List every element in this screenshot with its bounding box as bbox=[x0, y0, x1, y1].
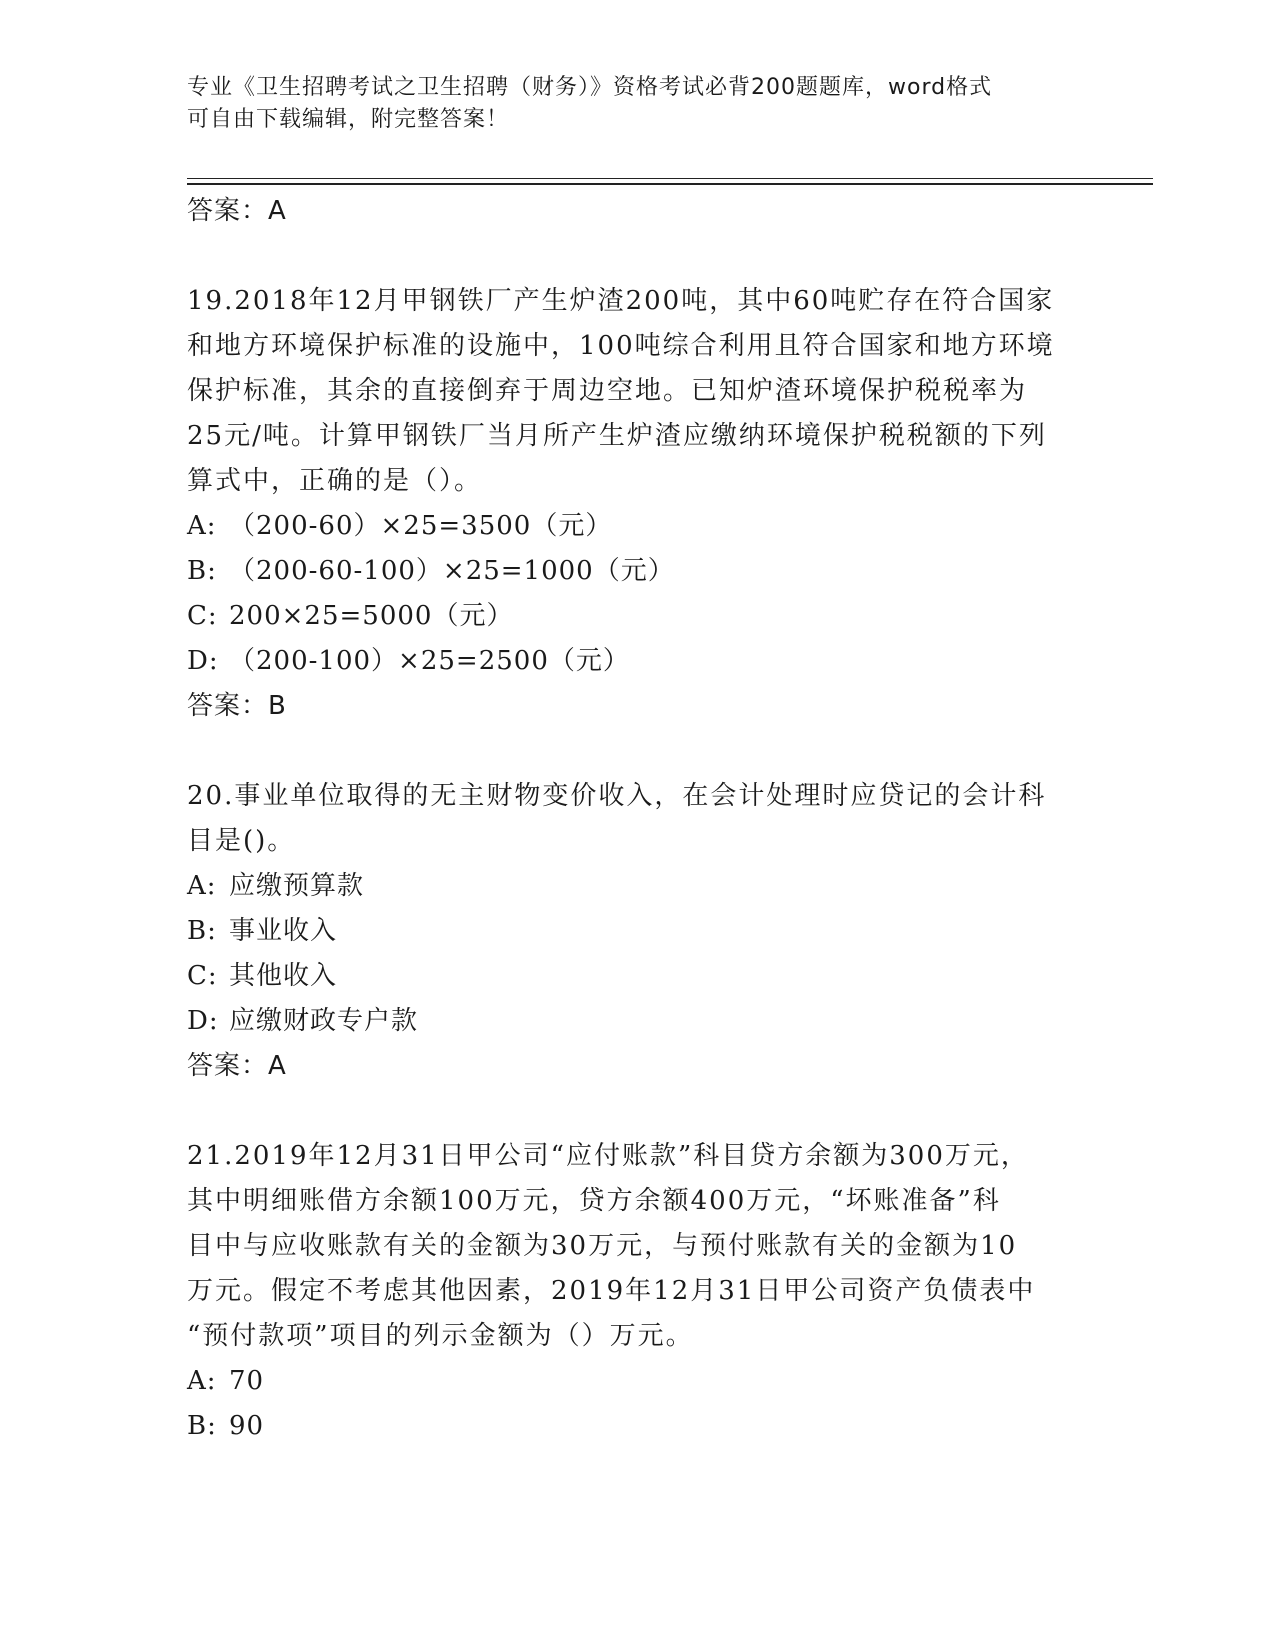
question-line: 算式中，正确的是（）。 bbox=[187, 466, 483, 496]
option-label: C: bbox=[187, 601, 218, 631]
option-text: 90 bbox=[229, 1411, 265, 1441]
option-a bbox=[187, 504, 1087, 549]
option-label: A: bbox=[187, 1366, 217, 1396]
question-line: 目是()。 bbox=[187, 826, 296, 856]
header-line-1: 专业《卫生招聘考试之卫生招聘（财务）》资格考试必背200题题库，word格式 bbox=[187, 75, 993, 100]
option-c bbox=[187, 594, 1087, 639]
question-line: 其中明细账借方余额100万元，贷方余额400万元，“坏账准备”科 bbox=[187, 1186, 1001, 1216]
option-d bbox=[187, 639, 1087, 684]
option-b bbox=[187, 1404, 1087, 1449]
option-text: 200×25=5000（元） bbox=[229, 601, 514, 631]
answer: 答案：B bbox=[187, 691, 287, 721]
option-text: （200-100）×25=2500（元） bbox=[229, 646, 630, 676]
option-label: C: bbox=[187, 961, 218, 991]
option-b bbox=[187, 549, 1087, 594]
question-line: 万元。假定不考虑其他因素，2019年12月31日甲公司资产负债表中 bbox=[187, 1276, 1036, 1306]
option-c bbox=[187, 954, 1087, 999]
header-rule-thin bbox=[187, 178, 1153, 179]
question-20 bbox=[187, 774, 1087, 1089]
question-line: 25元/吨。计算甲钢铁厂当月所产生炉渣应缴纳环境保护税税额的下列 bbox=[187, 421, 1047, 451]
option-label: D: bbox=[187, 1006, 219, 1036]
question-line: 19.2018年12月甲钢铁厂产生炉渣200吨，其中60吨贮存在符合国家 bbox=[187, 286, 1055, 316]
option-label: B: bbox=[187, 1411, 217, 1441]
question-line: 20.事业单位取得的无主财物变价收入，在会计处理时应贷记的会计科 bbox=[187, 781, 1047, 811]
option-a bbox=[187, 1359, 1087, 1404]
option-text: 应缴财政专户款 bbox=[229, 1006, 419, 1036]
question-line: 目中与应收账款有关的金额为30万元，与预付账款有关的金额为10 bbox=[187, 1231, 1018, 1261]
option-label: A: bbox=[187, 511, 217, 541]
option-label: B: bbox=[187, 916, 217, 946]
question-line: 21.2019年12月31日甲公司“应付账款”科目贷方余额为300万元， bbox=[187, 1141, 1029, 1171]
option-label: B: bbox=[187, 556, 217, 586]
option-text: 其他收入 bbox=[229, 961, 338, 991]
question-line: 保护标准，其余的直接倒弃于周边空地。已知炉渣环境保护税税率为 bbox=[187, 376, 1028, 406]
spacer bbox=[187, 729, 1087, 774]
option-text: 事业收入 bbox=[229, 916, 338, 946]
option-text: 70 bbox=[229, 1366, 265, 1396]
page-header bbox=[187, 72, 1087, 136]
option-text: 应缴预算款 bbox=[229, 871, 365, 901]
spacer bbox=[187, 1089, 1087, 1134]
option-d bbox=[187, 999, 1087, 1044]
option-b bbox=[187, 909, 1087, 954]
question-line: “预付款项”项目的列示金额为（）万元。 bbox=[187, 1321, 694, 1351]
header-line-2: 可自由下载编辑，附完整答案！ bbox=[187, 107, 510, 132]
prev-answer: 答案：A bbox=[187, 196, 287, 226]
option-label: A: bbox=[187, 871, 217, 901]
question-content bbox=[187, 189, 1087, 1449]
answer: 答案：A bbox=[187, 1051, 287, 1081]
question-19 bbox=[187, 279, 1087, 729]
option-a bbox=[187, 864, 1087, 909]
header-rule-thick bbox=[187, 183, 1153, 185]
question-21 bbox=[187, 1134, 1087, 1449]
option-text: （200-60）×25=3500（元） bbox=[229, 511, 613, 541]
option-text: （200-60-100）×25=1000（元） bbox=[229, 556, 675, 586]
option-label: D: bbox=[187, 646, 219, 676]
spacer bbox=[187, 234, 1087, 279]
question-line: 和地方环境保护标准的设施中，100吨综合利用且符合国家和地方环境 bbox=[187, 331, 1055, 361]
